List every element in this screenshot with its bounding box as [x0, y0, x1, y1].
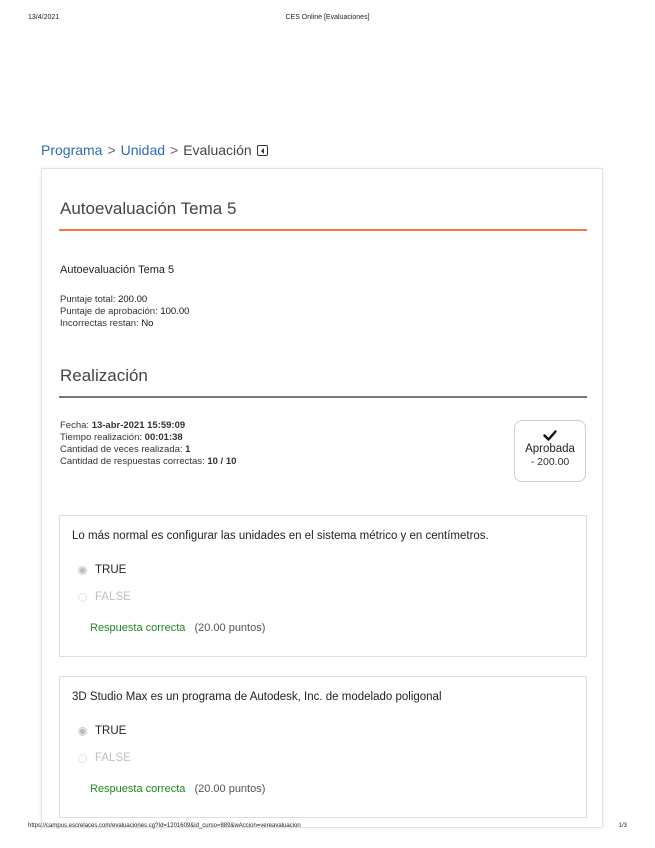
stat-veces: Cantidad de veces realizada: 1	[60, 444, 191, 455]
realizacion-divider	[59, 396, 587, 398]
result-label: Respuesta correcta	[90, 783, 186, 795]
answer-result	[90, 622, 265, 634]
option-true[interactable]	[78, 564, 126, 576]
stat-puntaje-aprobacion: Puntaje de aprobación: 100.00	[60, 306, 190, 317]
print-url: https://campus.escrelaces.com/evaluaciones.cg?Id=1201609&id_curso=889&wAccion=vereavaluacion	[28, 823, 301, 829]
option-label: FALSE	[95, 752, 131, 764]
stat-incorrectas-restan: Incorrectas restan: No	[60, 318, 154, 329]
realizacion-stats	[60, 420, 236, 468]
evaluation-heading: Autoevaluación Tema 5	[60, 199, 237, 218]
stat-fecha: Fecha: 13-abr-2021 15:59:09	[60, 420, 186, 431]
breadcrumb-separator: >	[170, 142, 179, 158]
result-points: (20.00 puntos)	[194, 622, 266, 634]
breadcrumb-programa[interactable]: Programa	[41, 142, 103, 158]
result-label: Respuesta correcta	[90, 622, 186, 634]
option-label: FALSE	[95, 591, 131, 603]
evaluation-stats	[60, 294, 189, 330]
status-badge	[514, 420, 586, 482]
radio-unselected-icon[interactable]	[78, 593, 87, 602]
evaluation-name: Autoevaluación Tema 5	[60, 264, 175, 276]
question-text: 3D Studio Max es un programa de Autodesk, Inc. de modelado poligonal	[72, 691, 442, 703]
stat-respuestas-correctas: Cantidad de respuestas correctas: 10 / 10	[60, 456, 237, 467]
heading-divider	[59, 229, 587, 231]
question-card	[59, 515, 587, 657]
print-title: CES Online [Evaluaciones]	[285, 14, 370, 21]
breadcrumb-unidad[interactable]: Unidad	[120, 142, 166, 158]
question-card	[59, 676, 587, 818]
answer-result	[90, 783, 265, 795]
option-label: TRUE	[95, 564, 127, 576]
back-icon[interactable]	[257, 145, 268, 156]
option-false[interactable]	[78, 752, 131, 764]
stat-tiempo: Tiempo realización: 00:01:38	[60, 432, 183, 443]
realizacion-heading: Realización	[60, 366, 148, 385]
option-false[interactable]	[78, 591, 131, 603]
radio-unselected-icon[interactable]	[78, 754, 87, 763]
check-icon	[543, 430, 557, 441]
radio-selected-icon[interactable]	[78, 566, 87, 575]
result-points: (20.00 puntos)	[194, 783, 266, 795]
breadcrumb-separator: >	[107, 142, 116, 158]
evaluation-card	[41, 168, 603, 828]
print-date: 13/4/2021	[28, 14, 60, 21]
status-label: Aprobada	[525, 443, 575, 455]
question-text: Lo más normal es configurar las unidades en el sistema métrico y en centímetros.	[72, 530, 489, 542]
breadcrumb-evaluacion: Evaluación	[183, 142, 252, 158]
option-true[interactable]	[78, 725, 126, 737]
stat-puntaje-total: Puntaje total: 200.00	[60, 294, 148, 305]
status-score: - 200.00	[530, 456, 570, 468]
radio-selected-icon[interactable]	[78, 727, 87, 736]
option-label: TRUE	[95, 725, 127, 737]
print-page-number: 1/3	[618, 823, 627, 829]
breadcrumb	[41, 142, 268, 158]
